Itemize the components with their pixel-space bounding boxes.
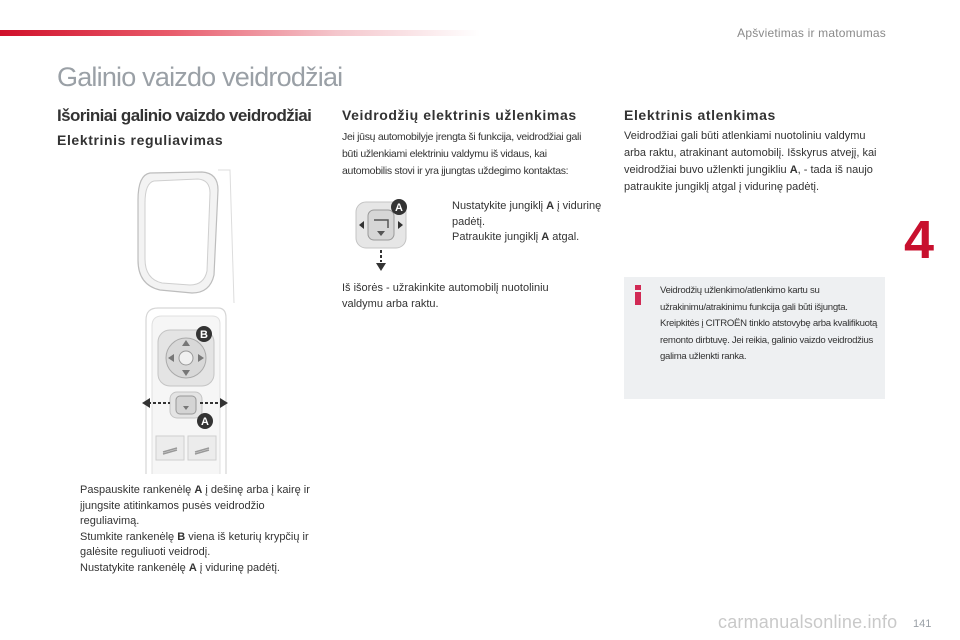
arrow-left-right-icon: [140, 395, 230, 411]
unfolding-text: Veidrodžiai gali būti atlenkiami nuotoliniu valdymu arba raktu, atrakinant automobilį. Išskyrus atvejį, kai veidrodžiai buvo užlenkti jungikliu A, - tada iš naujo patraukite jungiklį atgal į vidurinę padėtį.: [624, 130, 877, 193]
section-title: Apšvietimas ir matomumas: [737, 26, 886, 40]
watermark: carmanualsonline.info: [718, 612, 898, 632]
folding-steps-list: [432, 199, 602, 246]
list-item: Nustatykite jungiklį A į vidurinę padėtį.: [452, 200, 602, 228]
folding-intro-text: Jei jūsų automobilyje įrengta ši funkcija, veidrodžiai gali būti užlenkiami elektriniu valdymu iš vidaus, kai automobilis stovi ir yra įjungtas uždegimo kontaktas:: [342, 131, 582, 177]
label-a-badge: [196, 412, 214, 430]
chapter-number: 4: [904, 210, 935, 270]
label-b-badge: [195, 325, 213, 343]
info-text: Veidrodžių užlenkimo/atlenkimo kartu su užrakinimu/atrakinimu funkcija gali būti išjungta. Kreipkitės į CITROËN tinklo atstovybę arba kvalifikuotą remonto dirbtuvę. Jei reikia, galinio vaizdo veidrodžius galima užlenkti ranka.: [660, 285, 878, 362]
heading-electric-folding: Veidrodžių elektrinis užlenkimas: [342, 107, 577, 123]
adjustment-steps-list: [60, 483, 310, 576]
page-number: 141: [913, 618, 932, 630]
info-box: [624, 277, 885, 399]
header-accent-bar: [0, 30, 480, 36]
page-title: Galinio vaizdo veidrodžiai: [57, 62, 343, 92]
door-control-panel-illustration: [140, 302, 235, 477]
label-a-text: A: [201, 416, 209, 428]
list-item: Nustatykite rankenėlę A į vidurinę padėtį.: [80, 561, 280, 574]
list-item: Stumkite rankenėlę B viena iš keturių krypčių ir galėsite reguliuoti veidrodį.: [80, 530, 309, 558]
mirror-illustration: [130, 165, 240, 305]
info-icon: [632, 285, 644, 305]
list-item: Patraukite jungiklį A atgal.: [452, 231, 580, 243]
section-heading-exterior-mirrors: Išoriniai galinio vaizdo veidrodžiai: [57, 106, 312, 125]
label-b-text: B: [200, 329, 208, 341]
outside-lock-text: Iš išorės - užrakinkite automobilį nuotoliniu valdymu arba raktu.: [342, 282, 549, 310]
subheading-electric-adjustment: Elektrinis reguliavimas: [57, 132, 224, 148]
switch-a-text: A: [395, 202, 403, 214]
switch-a-badge: [390, 198, 408, 216]
heading-electric-unfolding: Elektrinis atlenkimas: [624, 107, 776, 123]
list-item: Paspauskite rankenėlę A į dešinę arba į kairę ir įjungsite atitinkamos pusės veidrodžio reguliavimą.: [80, 484, 310, 527]
